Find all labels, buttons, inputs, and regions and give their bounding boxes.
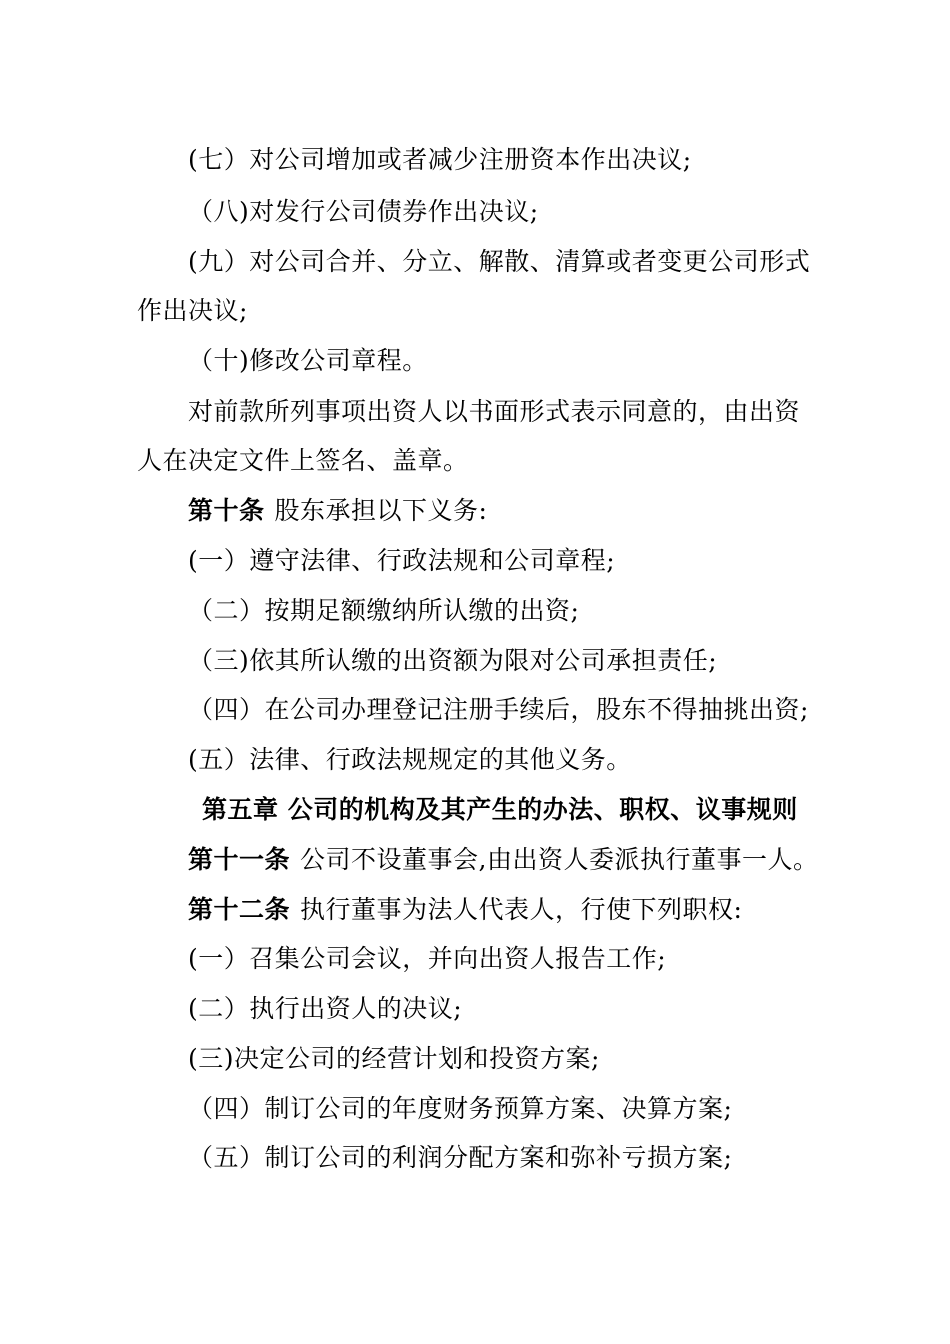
power-3: (三)决定公司的经营计划和投资方案; (188, 1044, 600, 1073)
clause-8: （八)对发行公司债券作出决议; (188, 197, 539, 226)
power-1: (一）召集公司会议，并向出资人报告工作; (188, 944, 667, 973)
article-10 (188, 496, 487, 526)
clause-10: （十)修改公司章程。 (188, 346, 428, 375)
clause-7: (七）对公司增加或者减少注册资本作出决议; (188, 145, 692, 174)
article-10-text: 股东承担以下义务: (274, 496, 488, 525)
chapter-5-heading: 第五章 公司的机构及其产生的办法、职权、议事规则 (202, 795, 798, 824)
article-12 (188, 895, 742, 925)
power-5: （五）制订公司的利润分配方案和弥补亏损方案; (188, 1143, 733, 1172)
clause-9: (九）对公司合并、分立、解散、清算或者变更公司形式 (188, 247, 811, 276)
duty-3: （三)依其所认缴的出资额为限对公司承担责任; (188, 646, 718, 675)
duty-2: （二）按期足额缴纳所认缴的出资; (188, 596, 580, 625)
article-12-text: 执行董事为法人代表人，行使下列职权: (300, 895, 743, 924)
power-4: （四）制订公司的年度财务预算方案、决算方案; (188, 1094, 733, 1123)
article-12-label: 第十二条 (188, 895, 291, 924)
article-10-label: 第十条 (188, 496, 265, 525)
paragraph-consent: 对前款所列事项出资人以书面形式表示同意的，由出资 (188, 397, 801, 426)
paragraph-consent-continued: 人在决定文件上签名、盖章。 (137, 446, 469, 475)
article-11 (188, 845, 818, 875)
duty-1: (一）遵守法律、行政法规和公司章程; (188, 546, 616, 575)
article-11-label: 第十一条 (188, 845, 291, 874)
power-2: (二）执行出资人的决议; (188, 994, 463, 1023)
duty-5: (五）法律、行政法规规定的其他义务。 (188, 745, 632, 774)
duty-4: （四）在公司办理登记注册手续后，股东不得抽挑出资; (188, 695, 809, 724)
clause-9-continued: 作出决议; (137, 296, 248, 325)
article-11-text: 公司不设董事会,由出资人委派执行董事一人。 (300, 845, 819, 874)
